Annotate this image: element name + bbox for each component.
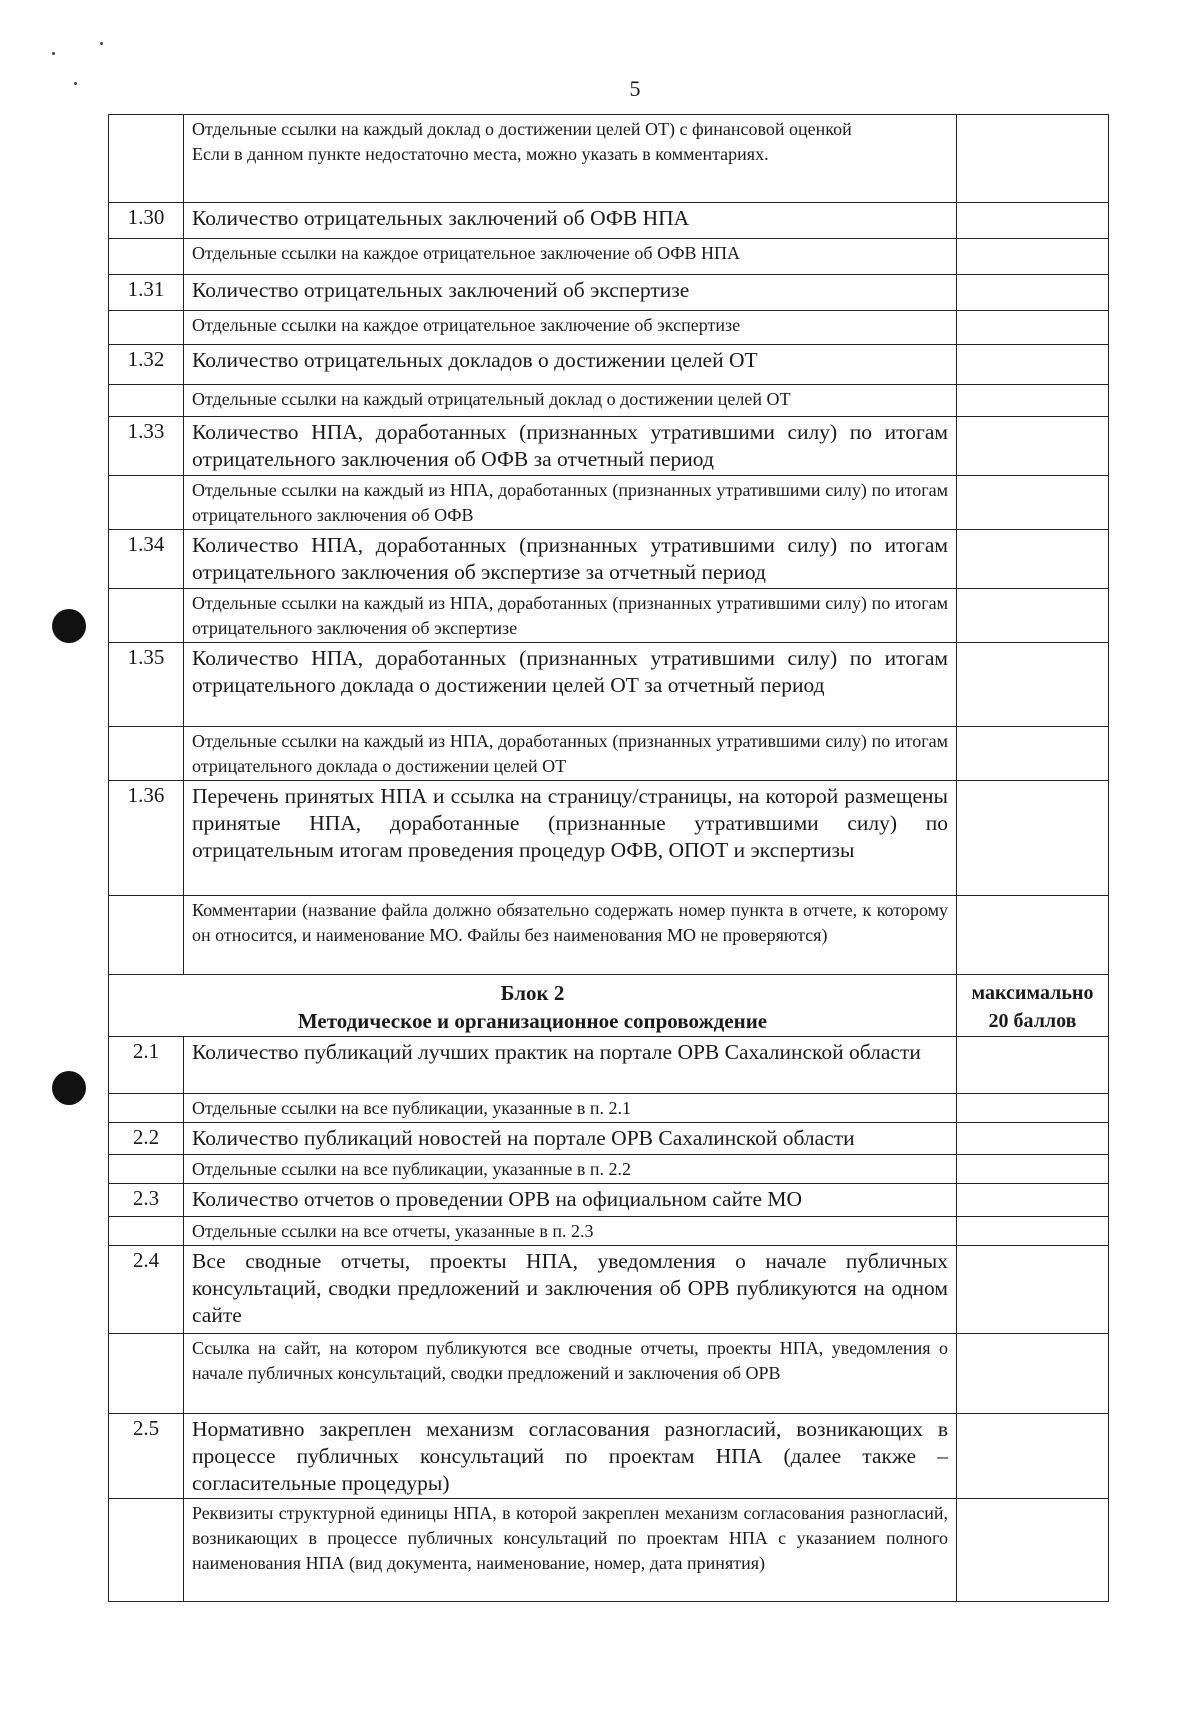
table-row-indicator: [109, 203, 1109, 239]
table-row-detail: [109, 1334, 1109, 1414]
value-cell[interactable]: [957, 476, 1109, 530]
table-row-detail: [109, 1155, 1109, 1184]
value-cell[interactable]: [957, 643, 1109, 727]
table-row-detail: [109, 476, 1109, 530]
detail-text: Отдельные ссылки на каждый отрицательный доклад о достижении целей ОТ: [184, 385, 957, 417]
table-row-detail: [109, 1217, 1109, 1246]
indicator-text: Количество НПА, доработанных (признанных утратившими силу) по итогам отрицательного заключения об экспертизе за отчетный период: [184, 530, 957, 589]
item-number: [109, 1217, 184, 1246]
detail-text: Отдельные ссылки на каждый доклад о достижении целей ОТ) с финансовой оценкой Если в данном пункте недостаточно места, можно указать в комментариях.: [184, 115, 957, 203]
scan-speck: [100, 42, 103, 45]
table-row-indicator: [109, 643, 1109, 727]
value-cell[interactable]: [957, 781, 1109, 896]
table-row-indicator: [109, 530, 1109, 589]
value-cell[interactable]: [957, 1184, 1109, 1217]
indicator-text: Количество НПА, доработанных (признанных утратившими силу) по итогам отрицательного заключения об ОФВ за отчетный период: [184, 417, 957, 476]
item-number: [109, 476, 184, 530]
value-cell[interactable]: [957, 1094, 1109, 1123]
indicator-text: Количество публикаций лучших практик на портале ОРВ Сахалинской области: [184, 1037, 957, 1094]
item-number: [109, 1155, 184, 1184]
scan-speck: [52, 52, 55, 55]
table-row-indicator: [109, 1414, 1109, 1499]
detail-text: Отдельные ссылки на все отчеты, указанные в п. 2.3: [184, 1217, 957, 1246]
block1-rows: [109, 115, 1109, 975]
table-row-detail: [109, 311, 1109, 345]
table-row-indicator: [109, 781, 1109, 896]
detail-text: Отдельные ссылки на каждый из НПА, доработанных (признанных утратившими силу) по итогам отрицательного заключения об ОФВ: [184, 476, 957, 530]
value-cell[interactable]: [957, 530, 1109, 589]
detail-text: Отдельные ссылки на каждое отрицательное заключение об ОФВ НПА: [184, 239, 957, 275]
value-cell[interactable]: [957, 275, 1109, 311]
block2-title: Блок 2: [500, 981, 565, 1005]
item-number: [109, 1094, 184, 1123]
table-row-indicator: [109, 1037, 1109, 1094]
item-number: 2.3: [109, 1184, 184, 1217]
value-cell[interactable]: [957, 239, 1109, 275]
item-number: 2.4: [109, 1246, 184, 1334]
page-number: 5: [629, 76, 641, 101]
item-number: [109, 311, 184, 345]
value-cell[interactable]: [957, 1037, 1109, 1094]
value-cell[interactable]: [957, 1123, 1109, 1155]
item-number: [109, 589, 184, 643]
punch-hole-mark: [52, 1071, 86, 1105]
detail-text: Отдельные ссылки на каждый из НПА, доработанных (признанных утратившими силу) по итогам отрицательного заключения об экспертизе: [184, 589, 957, 643]
table-row-indicator: [109, 1184, 1109, 1217]
item-number: [109, 115, 184, 203]
item-number: 1.33: [109, 417, 184, 476]
item-number: [109, 1499, 184, 1602]
item-number: 2.2: [109, 1123, 184, 1155]
value-cell[interactable]: [957, 589, 1109, 643]
table-row-indicator: [109, 275, 1109, 311]
indicator-text: Количество отрицательных заключений об экспертизе: [184, 275, 957, 311]
detail-text: Реквизиты структурной единицы НПА, в которой закреплен механизм согласования разногласий, возникающих в процессе публичных консультаций по проектам НПА с указанием полного наименования НПА (вид документа, наименование, номер, дата принятия): [184, 1499, 957, 1602]
indicator-text: Количество отрицательных докладов о достижении целей ОТ: [184, 345, 957, 385]
detail-text: Комментарии (название файла должно обязательно содержать номер пункта в отчете, к которому он относится, и наименование МО. Файлы без наименования МО не проверяются): [184, 896, 957, 975]
value-cell[interactable]: [957, 385, 1109, 417]
max-score-line2: 20 баллов: [988, 1010, 1077, 1032]
detail-text: Отдельные ссылки на каждое отрицательное заключение об экспертизе: [184, 311, 957, 345]
table-row-detail: [109, 896, 1109, 975]
indicator-text: Количество отчетов о проведении ОРВ на официальном сайте МО: [184, 1184, 957, 1217]
indicator-text: Количество публикаций новостей на портале ОРВ Сахалинской области: [184, 1123, 957, 1155]
table-row-detail: [109, 115, 1109, 203]
detail-text: Отдельные ссылки на все публикации, указанные в п. 2.1: [184, 1094, 957, 1123]
indicator-text: Перечень принятых НПА и ссылка на страницу/страницы, на которой размещены принятые НПА, доработанные (признанные утратившими силу) по отрицательным итогам проведения процедур ОФВ, ОПОТ и экспертизы: [184, 781, 957, 896]
value-cell[interactable]: [957, 311, 1109, 345]
value-cell[interactable]: [957, 1217, 1109, 1246]
detail-text: Отдельные ссылки на каждый из НПА, доработанных (признанных утратившими силу) по итогам отрицательного доклада о достижении целей ОТ: [184, 727, 957, 781]
table-row-indicator: [109, 1123, 1109, 1155]
table-row-detail: [109, 589, 1109, 643]
value-cell[interactable]: [957, 727, 1109, 781]
block2-rows: [109, 1037, 1109, 1602]
indicator-text: Нормативно закреплен механизм согласования разногласий, возникающих в процессе публичных консультаций по проектам НПА (далее также – согласительные процедуры): [184, 1414, 957, 1499]
block2-title-cell: [109, 975, 957, 1037]
block2-max-score: [957, 975, 1109, 1037]
block2-header: [109, 975, 1109, 1037]
item-number: 1.36: [109, 781, 184, 896]
item-number: 2.5: [109, 1414, 184, 1499]
value-cell[interactable]: [957, 115, 1109, 203]
item-number: [109, 896, 184, 975]
indicator-text: Все сводные отчеты, проекты НПА, уведомления о начале публичных консультаций, сводки предложений и заключения об ОРВ публикуются на одном сайте: [184, 1246, 957, 1334]
value-cell[interactable]: [957, 417, 1109, 476]
detail-text: Отдельные ссылки на все публикации, указанные в п. 2.2: [184, 1155, 957, 1184]
item-number: [109, 239, 184, 275]
value-cell[interactable]: [957, 203, 1109, 239]
detail-text: Ссылка на сайт, на котором публикуются все сводные отчеты, проекты НПА, уведомления о начале публичных консультаций, сводки предложений и заключения об ОРВ: [184, 1334, 957, 1414]
item-number: 1.30: [109, 203, 184, 239]
scan-speck: [74, 82, 77, 85]
max-score-line1: максимально: [971, 982, 1094, 1004]
report-table: [108, 114, 1109, 1602]
item-number: 1.35: [109, 643, 184, 727]
table-row-detail: [109, 1499, 1109, 1602]
item-number: [109, 385, 184, 417]
value-cell[interactable]: [957, 345, 1109, 385]
item-number: 1.34: [109, 530, 184, 589]
item-number: [109, 727, 184, 781]
indicator-text: Количество НПА, доработанных (признанных утратившими силу) по итогам отрицательного доклада о достижении целей ОТ за отчетный период: [184, 643, 957, 727]
value-cell[interactable]: [957, 1334, 1109, 1414]
value-cell[interactable]: [957, 1246, 1109, 1334]
table-row-detail: [109, 1094, 1109, 1123]
item-number: [109, 1334, 184, 1414]
value-cell[interactable]: [957, 1155, 1109, 1184]
item-number: 1.32: [109, 345, 184, 385]
table-row-indicator: [109, 417, 1109, 476]
indicator-text: Количество отрицательных заключений об ОФВ НПА: [184, 203, 957, 239]
table-row-indicator: [109, 345, 1109, 385]
item-number: 2.1: [109, 1037, 184, 1094]
punch-hole-mark: [52, 609, 86, 643]
table-row-indicator: [109, 1246, 1109, 1334]
table-row-detail: [109, 385, 1109, 417]
block2-header-row: [109, 975, 1109, 1037]
table-row-detail: [109, 727, 1109, 781]
table-row-detail: [109, 239, 1109, 275]
value-cell[interactable]: [957, 896, 1109, 975]
item-number: 1.31: [109, 275, 184, 311]
block2-subtitle: Методическое и организационное сопровождение: [297, 1009, 768, 1033]
value-cell[interactable]: [957, 1414, 1109, 1499]
value-cell[interactable]: [957, 1499, 1109, 1602]
